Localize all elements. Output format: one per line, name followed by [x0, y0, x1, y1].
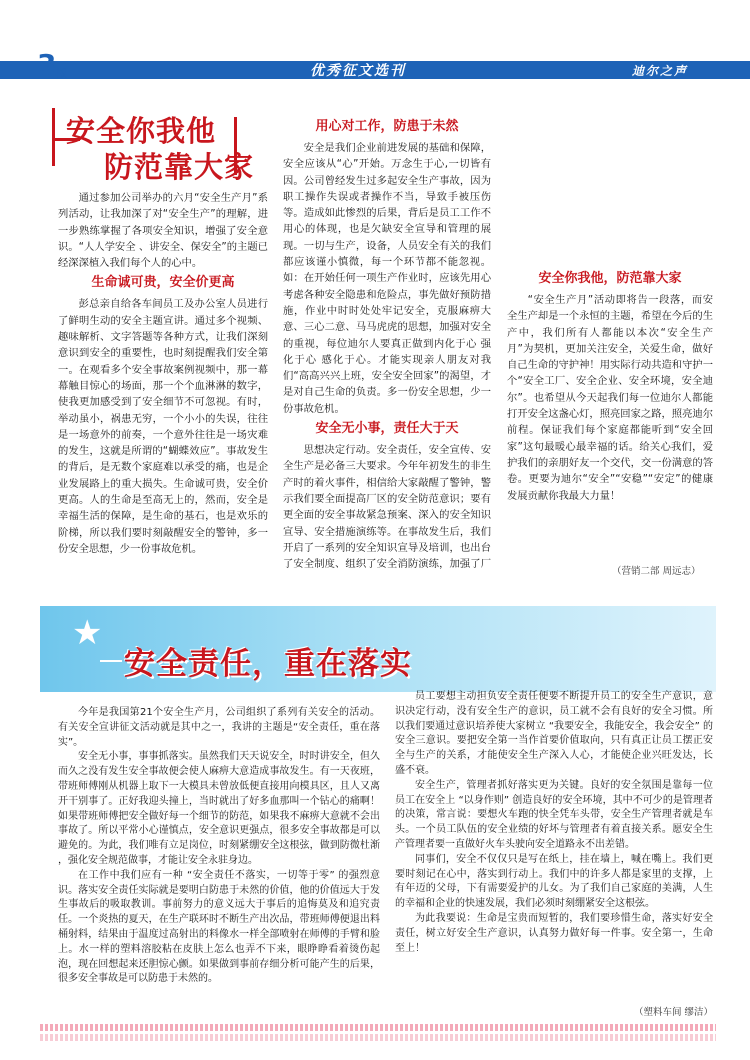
article1-paragraph-4: “安全生产月”活动即将告一段落，而安全生产却是一个永恒的主题，希望在今后的生产中，我们所有人都能以本次“安全生产月”为契机，更加关注安全，关爱生命，做好自己生命的守护神！用实际行动共造和守护一个“安全工厂、安全企业、安全环境，安全迪尔”。也希望从今天起我们每一位迪尔人都能打开安全这盏心灯，照亮回家之路，照亮迪尔前程。保证我们每个家庭都能听到“安全回家”这句最暖心最幸福的话。给关心我们，爱护我们的亲朋好友一个交代，交一份满意的答卷。更要为迪尔“安全”“安稳”“安定”的健康发展贡献你我最大力量！ [507, 294, 713, 502]
article2-paragraph-1: 今年是我国第21个安全生产月，公司组织了系列有关安全的活动。有关安全宣讲征文活动就是其中之一，我讲的主题是“安全责任，重在落实”。 [58, 707, 380, 748]
star-icon: ★ [72, 613, 103, 653]
footer-strip-2 [40, 1034, 716, 1041]
title-frame-left [52, 108, 55, 166]
article1-title-line2: 防范靠大家 [104, 150, 255, 184]
article1-title-line1: 安全你我他 [66, 114, 217, 148]
article1-subhead-4: 安全你我他，防范靠大家 [538, 271, 682, 286]
article1-column-1 [58, 190, 268, 557]
article2-signature: （塑料车间 缪洁） [634, 1007, 714, 1018]
article1-paragraph-3-part1: 思想决定行动。安全责任，安全宣传、安全生产是必备三大要求。今年年初发生的非生产时的着火事件，相信给大家敲醒了警钟，警示我们要全面提高厂区的安全防范意识；要有更全面的安全事故紧急预案、深入的安全知识宣导、安全措施演练等。在事故发生后，我们开启了一系列的安全知识宣导及培训，也出台了安全制度、组织了安全消防演练，加强了厂 [283, 444, 491, 571]
article1-column-3 [507, 118, 713, 504]
article2-column-1 [58, 706, 380, 987]
article1-subhead-1: 生命诚可贵，安全价更高 [91, 275, 235, 291]
newsletter-title: 优秀征文选刊 [310, 63, 406, 79]
article1-signature: （营销二部 周远志） [612, 566, 701, 577]
article1-paragraph-2: 安全是我们企业前进发展的基础和保障，安全应该从“心”开始。万念生于心,一切皆有因。公司曾经发生过多起安全生产事故，因为职工操作失误或者操作不当，导致手被压伤等。造成如此惨烈的后果，背后是员工工作不用心的体现，也是欠缺安全宣导和管理的展现。一切与生产，设备，人员安全有关的我们都应该谨小慎微，每一个环节都不能忽视。如：在开始任何一项生产作业时，应该先用心考虑各种安全隐患和危险点，事先做好预防措施，作业中时时处处牢记安全，克服麻痹大意、三心二意、马马虎虎的思想，加强对安全的重视，每位迪尔人要真正做到内化于心 强化于心 感化于心。才能实现亲人朋友对我们“高高兴兴上班，安全安全回家”的渴望，才是对自己生命的负责。多一份安全思想，少一份事故危机。 [283, 142, 491, 415]
article1-intro: 通过参加公司举办的六月“安全生产月”系列活动，让我加深了对“安全生产”的理解，进一步熟练掌握了各项安全知识，增强了安全意识。“人人学安全 、讲安全、保安全”的主题已经深深植入我们每个人的心中。 [58, 192, 268, 270]
article2-paragraph-7: 为此我要说：生命是宝贵而短暂的，我们要珍惜生命，落实好安全责任，树立好安全生产意识，认真努力做好每一件事。安全第一，生命至上！ [395, 912, 713, 954]
article2-paragraph-5: 安全生产，管理者抓好落实更为关键。良好的安全氛围是靠每一位员工在安全上 “以身作则” 创造良好的安全环境，其中不可少的是管理者的决策，常言说：要想火车跑的快全凭车头带，安全生产管理者就是车头。一个员工队伍的安全业绩的好坏与管理者有着直接关系。愿安全生产管理者要一直做好火车头驶向安全道路永不出差错。 [395, 779, 713, 850]
article2-paragraph-4: 员工要想主动担负安全责任便要不断提升员工的安全生产意识，意识决定行动，没有安全生产的意识，员工就不会有良好的安全习惯。所以我们要通过意识培养使大家树立 “我要安全，我能安全，我会安全” 的安全三意识。要把安全第一当作首要价值取向，只有真正让员工摆正安全与生产的关系，才能使安全生产深入人心，才能使企业兴旺发达，长盛不衰。 [395, 691, 713, 776]
article1-paragraph-1: 彭总亲自给各车间员工及办公室人员进行了鲜明生动的安全主题宣讲。通过多个视频、趣味解析、文字答题等各种方式，让我们深刻意识到安全的重要性，也时刻提醒我们安全第一。在观看多个安全事故案例视频中，那一幕幕触目惊心的场面，那一个个血淋淋的数字，使我更加感受到了安全细节不可忽视。有时，举动虽小，祸患无穷，一个小小的失误，往往是一场意外的前奏，一个意外往往是一场灾难的发生，这就是所谓的“蝴蝶效应”。事故发生的背后，是无数个家庭难以承受的痛，也是企业发展路上的重大损失。生命诚可贵，安全价更高。人的生命是至高无上的，然而，安全是幸福生活的保障，是生命的基石，也是欢乐的阶梯，所以我们要时刻敲醒安全的警钟，多一份安全思想，少一份事故危机。 [58, 298, 268, 555]
article2-paragraph-2: 安全无小事，事事抓落实。虽然我们天天说安全，时时讲安全，但久而久之没有发生安全事故便会使人麻痹大意造成事故发生。有一天夜班，带班师傅刚从机器上取下一大模具未曾放低便直接用向模具区，且人又离开干别事了。正好我迎头撞上，当时就出了好多血那叫一个钻心的痛啊！如果带班师傅把安全做好每一个细节的防范，如果我不麻痹大意就不会出事故了。所以平常小心谨慎点，安全意识更强点，很多安全事故都是可以避免的。为此，我们唯有立足岗位，时刻紧绷安全这根弦，做到防微杜渐 ，强化安全规范做事，才能让安全永驻身边。 [58, 751, 380, 866]
article2-title: 安全责任，重在落实 [124, 646, 412, 682]
article1-subhead-3: 安全无小事，责任大于天 [315, 421, 459, 437]
article2-column-2 [395, 690, 713, 956]
article2-paragraph-6: 同事们，安全不仅仅只是写在纸上，挂在墙上，喊在嘴上。我们更要时刻记在心中，落实到行动上。我们中的许多人都是家里的支撑，上有年迈的父母，下有需要爱护的儿女。为了我们自己家庭的美满，人生的幸福和企业的快速发展，我们必须时刻绷紧安全这根弦。 [395, 853, 713, 910]
article2-paragraph-3: 在工作中我们应有一种 “安全责任不落实，一切等于零” 的强烈意识。落实安全责任实际就是要明白防患于未然的价值，他的价值远大于发生事故后的吸取教训。事前努力的意义远大于事后的追悔莫及和追究责任。一个炎热的夏天，在生产联环时不断生产出次品，带班师傅便退出料桶射料，结果由于温度过高射出的料像水一样全部喷射在师傅的手臂和脸上。水一样的塑料溶胶粘在皮肤上怎么也弄不下来，眼睁睁看着烫伤起泡，现在回想起来还胆惊心颤。如果做到事前存细分析可能产生的后果，很多安全事故是可以防患于未然的。 [58, 869, 380, 985]
section-name: 迪尔之声 [632, 64, 689, 78]
article1-column-2 [283, 118, 491, 570]
page-ban-label: 版 [57, 69, 67, 80]
page-number: 3 [37, 48, 57, 81]
article1-subhead-2: 用心对工作，防患于未然 [315, 119, 459, 134]
banner-streak [100, 660, 122, 662]
footer-strip [40, 1024, 716, 1031]
